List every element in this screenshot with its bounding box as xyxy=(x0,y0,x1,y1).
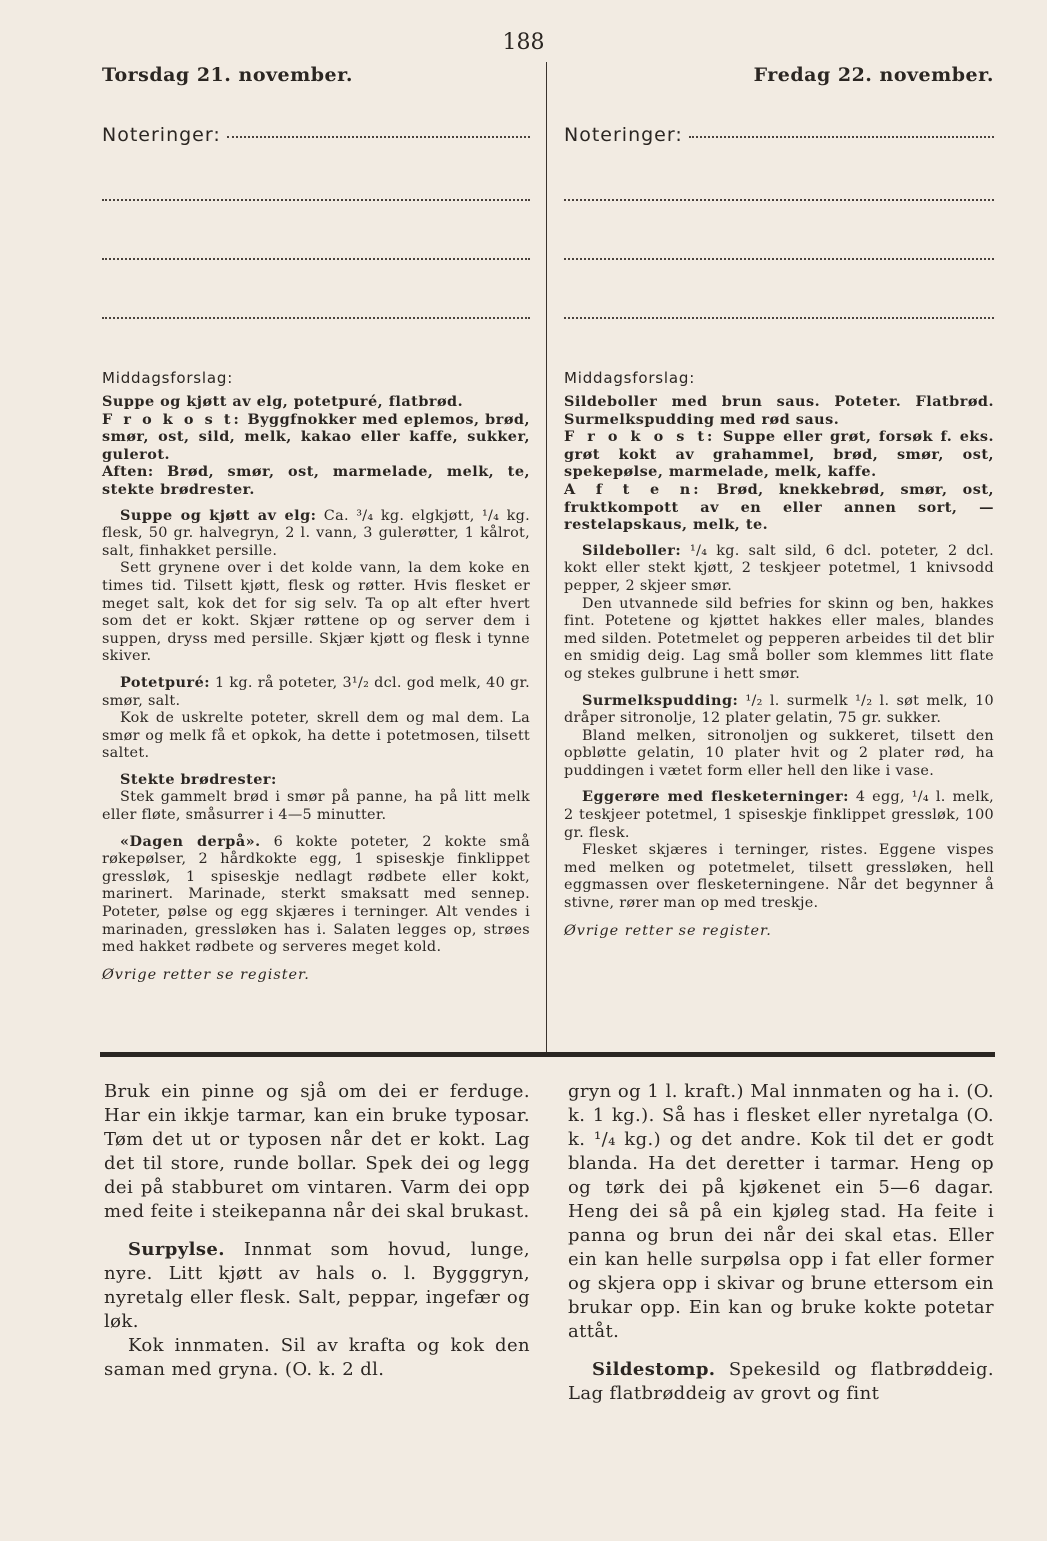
recipe-ingredients xyxy=(102,771,530,790)
ingredients-text: 6 kokte poteter, 2 kokte små røkepølser, 2 hårdkokte egg, 1 spiseskje finklippet gressløk, 1 spiseskje nedlagt rødbete eller kokt, marinert. Marinade, sterkt smaksatt med sennep. Poteter, pølse og egg skjæres i terninger. Alt vendes i marinaden, gressløken has i. Salaten legges op, strøes med hakket rødbete og serveres meget kold. xyxy=(102,833,530,956)
recipe-instructions: Kok de uskrelte poteter, skrell dem og mal dem. La smør og melk få et opkok, ha dette i potetmosen, tilsett saltet. xyxy=(102,710,530,762)
menu-line: Suppe og kjøtt av elg, potetpuré, flatbrød. xyxy=(102,393,464,410)
recipe-instructions: Bland melken, sitronoljen og sukkeret, tilsett den opbløtte gelatin, 10 plater hvit og 2 plater rød, ha puddingen i vætet form eller hell den like i vase. xyxy=(564,727,994,779)
dotted-line xyxy=(564,316,994,319)
dotted-line xyxy=(564,257,994,260)
register-note: Øvrige retter se register. xyxy=(564,922,772,939)
recipe-ingredients xyxy=(564,692,994,728)
recipe-name: Eggerøre med flesketerninger: xyxy=(582,788,849,806)
dotted-line xyxy=(102,316,530,319)
ingredients-text: 4 egg, ¹/₄ l. melk, 2 teskjeer potetmel, 1 spiseskje finklippet gressløk, 100 gr. flesk. xyxy=(564,789,994,841)
paragraph-text: Innmat som hovud, lunge, nyre. Litt kjøtt av hals o. l. Bygggryn, nyretalg eller flesk. Salt, peppar, ingefær og løk. xyxy=(104,1239,530,1332)
recipe-text xyxy=(564,393,994,940)
ingredients-text: ¹/₂ l. surmelk ¹/₂ l. søt melk, 10 dråper sitronolje, 12 plater gelatin, 75 gr. sukker. xyxy=(564,692,994,727)
notes-label: Noteringer: xyxy=(564,124,683,146)
recipe-name: Surpylse. xyxy=(128,1239,225,1260)
recipe-instructions: Flesket skjæres i terninger, ristes. Eggene vispes med melken og potetmelet, tilsett gressløken, hell eggmassen over flesketerningene. Når det begynner å stivne, rører man op med treskje. xyxy=(564,842,994,912)
recipe-instructions: Sett grynene over i det kolde vann, la dem koke en times tid. Tilsett kjøtt, flesk og røtter. Hvis flesket er meget salt, kok det for sig selv. Ta op alt efter hvert som det er kokt. Skjær røttene op og server dem i suppen, dryss med persille. Skjær kjøtt og flesk i tynne skiver. xyxy=(102,560,530,665)
dotted-line xyxy=(227,135,530,138)
meal-text: Suppe eller grøt, forsøk f. eks. grøt kokt av grahammel, brød, smør, ost, spekepølse, marmelade, melk, kaffe. xyxy=(564,428,995,481)
column-divider xyxy=(546,62,547,1052)
meal-text: Brød, knekkebrød, smør, ost, fruktkompott av en eller annen sort, — restelapskaus, melk, te. xyxy=(564,480,994,534)
recipe-paragraph xyxy=(104,1238,530,1334)
recipe-name: Suppe og kjøtt av elg: xyxy=(120,506,317,524)
recipe-name: Stekte brødrester: xyxy=(120,770,277,788)
notes-label: Noteringer: xyxy=(102,124,221,146)
notes-block xyxy=(564,124,994,319)
paragraph-text: Spekesild og flatbrøddeig. Lag flatbrøddeig av grovt og fint xyxy=(568,1359,994,1404)
recipe-ingredients xyxy=(564,542,994,596)
dotted-line xyxy=(102,198,530,201)
recipe-name: Sildeboller: xyxy=(582,541,682,559)
lower-left-text xyxy=(104,1080,530,1382)
paragraph: gryn og 1 l. kraft.) Mal innmaten og ha i. (O. k. 1 kg.). Så has i flesket eller nyretalga (O. k. ¹/₄ kg.) og det andre. Kok til det er godt blanda. Ha det deretter i tarmar. Heng op og tørk dei på kjøkenet ein 5—6 dagar. Heng dei så på ein kjøleg stad. Ha feite i panna og brun dei når dei skal etas. Eller ein kan helle surpølsa opp i fat eller former og skjera opp i skivar og brune ettersom ein brukar opp. Ein kan og bruke kokte potetar attåt. xyxy=(568,1081,994,1342)
lower-right-text xyxy=(568,1080,994,1406)
recipe-ingredients xyxy=(102,674,530,710)
dotted-line xyxy=(689,135,994,138)
day-header: Torsdag 21. november. xyxy=(102,64,353,86)
recipe-name: Sildestomp. xyxy=(592,1359,716,1380)
recipe-instructions: Den utvannede sild befries for skinn og ben, hakkes fint. Potetene og kjøttet hakkes eller males, blandes med silden. Potetmelet og pepperen arbeides til det blir en smidig deig. Lag små boller som klemmes litt flate og stekes gulbrune i hett smør. xyxy=(564,595,994,682)
section-title: Middagsforslag: xyxy=(564,369,696,387)
meal-label: A f t e n: xyxy=(564,480,702,498)
recipe-ingredients xyxy=(102,833,530,957)
ingredients-text: ¹/₄ kg. salt sild, 6 dcl. poteter, 2 dcl. kokt eller stekt kjøtt, 2 teskjeer potetmel, 1 knivsodd pepper, 2 skjeer smør. xyxy=(564,542,994,594)
meal-line xyxy=(102,411,530,464)
friday-column xyxy=(564,64,994,940)
day-header: Fredag 22. november. xyxy=(753,64,994,86)
meal-line xyxy=(564,481,994,534)
paragraph: Bruk ein pinne og sjå om dei er ferduge. Har ein ikkje tarmar, kan ein bruke typosar. Tøm det ut or typosen når det er kokt. Lag det til store, runde bollar. Spek dei og legg dei på stabburet om vintaren. Varm dei opp med feite i steikepanna når dei skal brukast. xyxy=(104,1081,530,1222)
meal-line xyxy=(564,428,994,481)
ingredients-text: Ca. ³/₄ kg. elgkjøtt, ¹/₄ kg. flesk, 50 gr. halvegryn, 2 l. vann, 3 gulerøtter, 1 kålrot, salt, finhakket persille. xyxy=(102,507,530,559)
notes-block xyxy=(102,124,530,319)
meal-text: Byggfnokker med eplemos, brød, smør, ost, sild, melk, kakao eller kaffe, sukker, gulerot. xyxy=(102,410,530,463)
register-note: Øvrige retter se register. xyxy=(102,966,310,983)
recipe-name: «Dagen derpå». xyxy=(120,832,261,850)
section-title: Middagsforslag: xyxy=(102,369,234,387)
section-rule xyxy=(100,1052,995,1057)
recipe-instructions: Stek gammelt brød i smør på panne, ha på litt melk eller fløte, småsurrer i 4—5 minutter. xyxy=(102,789,530,824)
recipe-text xyxy=(102,393,530,984)
meal-label: F r o k o s t: xyxy=(102,410,242,428)
paragraph: Kok innmaten. Sil av krafta og kok den saman med gryna. (O. k. 2 dl. xyxy=(104,1335,530,1380)
recipe-paragraph xyxy=(568,1358,994,1406)
thursday-column xyxy=(102,64,530,984)
menu-line: Aften: Brød, smør, ost, marmelade, melk, te, stekte brødrester. xyxy=(102,463,530,498)
meal-label: F r o k o s t: xyxy=(564,428,716,446)
ingredients-text: 1 kg. rå poteter, 3¹/₂ dcl. god melk, 40 gr. smør, salt. xyxy=(102,674,530,709)
recipe-ingredients xyxy=(102,507,530,561)
recipe-ingredients xyxy=(564,788,994,842)
page-number: 188 xyxy=(502,30,545,55)
recipe-name: Potetpuré: xyxy=(120,673,211,691)
dotted-line xyxy=(564,198,994,201)
recipe-name: Surmelkspudding: xyxy=(582,691,739,709)
menu-line: Sildeboller med brun saus. Poteter. Flatbrød. Surmelkspudding med rød saus. xyxy=(564,393,994,428)
dotted-line xyxy=(102,257,530,260)
